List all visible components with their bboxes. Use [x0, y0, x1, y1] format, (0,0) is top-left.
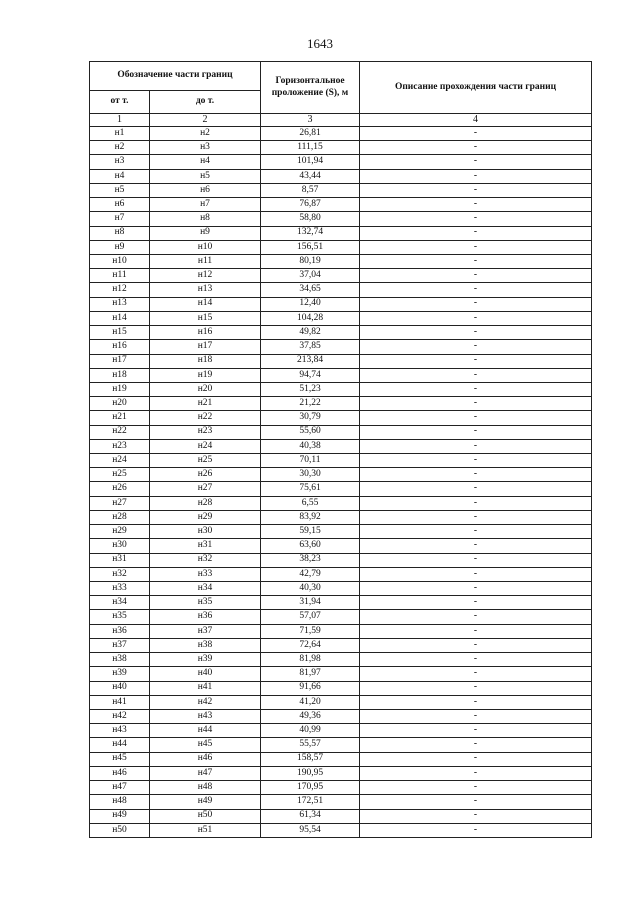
cell-to-point: н20 [150, 382, 261, 396]
cell-description: - [360, 326, 592, 340]
table-row [90, 240, 592, 254]
cell-distance: 76,87 [261, 198, 360, 212]
table-body [90, 127, 592, 838]
cell-distance: 71,59 [261, 624, 360, 638]
cell-description: - [360, 382, 592, 396]
cell-from-point: н42 [90, 709, 150, 723]
header-horizontal-distance: Горизонтальное проложение (S), м [261, 62, 360, 114]
cell-to-point: н6 [150, 183, 261, 197]
table-row [90, 382, 592, 396]
cell-to-point: н36 [150, 610, 261, 624]
table-row [90, 510, 592, 524]
cell-to-point: н30 [150, 525, 261, 539]
cell-to-point: н22 [150, 411, 261, 425]
table-row [90, 169, 592, 183]
cell-from-point: н44 [90, 738, 150, 752]
cell-description: - [360, 311, 592, 325]
cell-description: - [360, 624, 592, 638]
cell-to-point: н19 [150, 368, 261, 382]
cell-distance: 51,23 [261, 382, 360, 396]
cell-description: - [360, 709, 592, 723]
column-number-row [90, 114, 592, 127]
table-row [90, 738, 592, 752]
cell-distance: 40,99 [261, 724, 360, 738]
cell-distance: 95,54 [261, 823, 360, 837]
cell-description: - [360, 525, 592, 539]
cell-description: - [360, 340, 592, 354]
table-row [90, 582, 592, 596]
cell-from-point: н38 [90, 653, 150, 667]
cell-from-point: н31 [90, 553, 150, 567]
cell-description: - [360, 169, 592, 183]
cell-from-point: н32 [90, 567, 150, 581]
cell-from-point: н6 [90, 198, 150, 212]
cell-description: - [360, 638, 592, 652]
cell-description: - [360, 781, 592, 795]
table-row [90, 411, 592, 425]
cell-description: - [360, 653, 592, 667]
cell-from-point: н12 [90, 283, 150, 297]
column-number: 4 [360, 114, 592, 127]
cell-distance: 80,19 [261, 254, 360, 268]
cell-description: - [360, 254, 592, 268]
cell-distance: 55,60 [261, 425, 360, 439]
cell-to-point: н39 [150, 653, 261, 667]
cell-to-point: н38 [150, 638, 261, 652]
cell-description: - [360, 724, 592, 738]
cell-to-point: н11 [150, 254, 261, 268]
cell-to-point: н26 [150, 468, 261, 482]
cell-from-point: н23 [90, 439, 150, 453]
cell-to-point: н40 [150, 667, 261, 681]
cell-distance: 37,85 [261, 340, 360, 354]
table-row [90, 624, 592, 638]
cell-from-point: н41 [90, 695, 150, 709]
cell-from-point: н22 [90, 425, 150, 439]
table-row [90, 283, 592, 297]
cell-to-point: н48 [150, 781, 261, 795]
header-to-point: до т. [150, 91, 261, 114]
cell-distance: 37,04 [261, 269, 360, 283]
table-row [90, 127, 592, 141]
cell-distance: 38,23 [261, 553, 360, 567]
cell-to-point: н47 [150, 766, 261, 780]
cell-distance: 12,40 [261, 297, 360, 311]
header-boundary-part: Обозначение части границ [90, 62, 261, 91]
cell-to-point: н31 [150, 539, 261, 553]
cell-distance: 61,34 [261, 809, 360, 823]
cell-from-point: н26 [90, 482, 150, 496]
cell-description: - [360, 567, 592, 581]
cell-distance: 21,22 [261, 397, 360, 411]
cell-description: - [360, 155, 592, 169]
cell-description: - [360, 610, 592, 624]
cell-from-point: н14 [90, 311, 150, 325]
cell-to-point: н13 [150, 283, 261, 297]
cell-from-point: н1 [90, 127, 150, 141]
cell-distance: 42,79 [261, 567, 360, 581]
column-number: 1 [90, 114, 150, 127]
cell-distance: 101,94 [261, 155, 360, 169]
table-row [90, 297, 592, 311]
cell-to-point: н3 [150, 141, 261, 155]
cell-description: - [360, 809, 592, 823]
cell-from-point: н49 [90, 809, 150, 823]
cell-from-point: н50 [90, 823, 150, 837]
cell-distance: 30,79 [261, 411, 360, 425]
table-row [90, 226, 592, 240]
table-row [90, 781, 592, 795]
boundary-table [89, 61, 592, 838]
cell-to-point: н15 [150, 311, 261, 325]
cell-to-point: н24 [150, 439, 261, 453]
cell-from-point: н7 [90, 212, 150, 226]
table-row [90, 496, 592, 510]
cell-from-point: н9 [90, 240, 150, 254]
cell-to-point: н32 [150, 553, 261, 567]
cell-distance: 26,81 [261, 127, 360, 141]
cell-distance: 158,57 [261, 752, 360, 766]
table-header [90, 62, 592, 127]
cell-description: - [360, 681, 592, 695]
cell-description: - [360, 411, 592, 425]
cell-distance: 55,57 [261, 738, 360, 752]
column-number: 3 [261, 114, 360, 127]
cell-to-point: н7 [150, 198, 261, 212]
cell-to-point: н12 [150, 269, 261, 283]
table-row [90, 198, 592, 212]
cell-to-point: н4 [150, 155, 261, 169]
table-row [90, 525, 592, 539]
cell-description: - [360, 510, 592, 524]
cell-to-point: н46 [150, 752, 261, 766]
cell-to-point: н34 [150, 582, 261, 596]
table-row [90, 610, 592, 624]
cell-from-point: н13 [90, 297, 150, 311]
cell-from-point: н40 [90, 681, 150, 695]
cell-description: - [360, 354, 592, 368]
cell-from-point: н8 [90, 226, 150, 240]
cell-to-point: н50 [150, 809, 261, 823]
cell-to-point: н10 [150, 240, 261, 254]
table-row [90, 397, 592, 411]
cell-to-point: н42 [150, 695, 261, 709]
cell-distance: 170,95 [261, 781, 360, 795]
table-row [90, 596, 592, 610]
table-row [90, 212, 592, 226]
cell-to-point: н8 [150, 212, 261, 226]
table-row [90, 439, 592, 453]
cell-to-point: н23 [150, 425, 261, 439]
cell-from-point: н39 [90, 667, 150, 681]
cell-to-point: н44 [150, 724, 261, 738]
cell-to-point: н21 [150, 397, 261, 411]
cell-description: - [360, 582, 592, 596]
cell-description: - [360, 482, 592, 496]
table-row [90, 454, 592, 468]
table-row [90, 823, 592, 837]
cell-distance: 63,60 [261, 539, 360, 553]
cell-distance: 43,44 [261, 169, 360, 183]
cell-description: - [360, 439, 592, 453]
table-row [90, 766, 592, 780]
cell-from-point: н16 [90, 340, 150, 354]
cell-distance: 31,94 [261, 596, 360, 610]
cell-from-point: н48 [90, 795, 150, 809]
cell-from-point: н5 [90, 183, 150, 197]
cell-description: - [360, 468, 592, 482]
cell-distance: 57,07 [261, 610, 360, 624]
cell-description: - [360, 539, 592, 553]
table-row [90, 269, 592, 283]
table-row [90, 425, 592, 439]
cell-distance: 40,38 [261, 439, 360, 453]
cell-distance: 72,64 [261, 638, 360, 652]
cell-from-point: н34 [90, 596, 150, 610]
cell-distance: 6,55 [261, 496, 360, 510]
header-description: Описание прохождения части границ [360, 62, 592, 114]
cell-description: - [360, 226, 592, 240]
cell-from-point: н36 [90, 624, 150, 638]
cell-from-point: н35 [90, 610, 150, 624]
cell-distance: 30,30 [261, 468, 360, 482]
cell-from-point: н11 [90, 269, 150, 283]
table-row [90, 468, 592, 482]
cell-description: - [360, 454, 592, 468]
cell-description: - [360, 127, 592, 141]
cell-distance: 213,84 [261, 354, 360, 368]
cell-distance: 156,51 [261, 240, 360, 254]
table-row [90, 155, 592, 169]
cell-from-point: н27 [90, 496, 150, 510]
cell-distance: 75,61 [261, 482, 360, 496]
table-row [90, 482, 592, 496]
table-row [90, 326, 592, 340]
cell-to-point: н33 [150, 567, 261, 581]
cell-from-point: н24 [90, 454, 150, 468]
header-from-point: от т. [90, 91, 150, 114]
cell-from-point: н45 [90, 752, 150, 766]
cell-to-point: н16 [150, 326, 261, 340]
table-row [90, 254, 592, 268]
cell-description: - [360, 766, 592, 780]
cell-to-point: н29 [150, 510, 261, 524]
table-row [90, 567, 592, 581]
cell-description: - [360, 397, 592, 411]
cell-distance: 49,36 [261, 709, 360, 723]
cell-to-point: н41 [150, 681, 261, 695]
cell-description: - [360, 141, 592, 155]
cell-to-point: н51 [150, 823, 261, 837]
cell-from-point: н43 [90, 724, 150, 738]
cell-from-point: н29 [90, 525, 150, 539]
cell-distance: 172,51 [261, 795, 360, 809]
table-row [90, 539, 592, 553]
table-row [90, 724, 592, 738]
cell-distance: 190,95 [261, 766, 360, 780]
cell-distance: 104,28 [261, 311, 360, 325]
cell-distance: 70,11 [261, 454, 360, 468]
table-row [90, 695, 592, 709]
cell-distance: 40,30 [261, 582, 360, 596]
cell-distance: 49,82 [261, 326, 360, 340]
cell-to-point: н35 [150, 596, 261, 610]
table-row [90, 340, 592, 354]
cell-from-point: н47 [90, 781, 150, 795]
cell-to-point: н14 [150, 297, 261, 311]
table-row [90, 752, 592, 766]
cell-to-point: н45 [150, 738, 261, 752]
cell-distance: 41,20 [261, 695, 360, 709]
cell-to-point: н2 [150, 127, 261, 141]
cell-description: - [360, 738, 592, 752]
cell-distance: 59,15 [261, 525, 360, 539]
table-row [90, 795, 592, 809]
cell-from-point: н2 [90, 141, 150, 155]
table-row [90, 354, 592, 368]
cell-description: - [360, 425, 592, 439]
cell-to-point: н9 [150, 226, 261, 240]
cell-distance: 94,74 [261, 368, 360, 382]
cell-from-point: н37 [90, 638, 150, 652]
cell-description: - [360, 667, 592, 681]
cell-from-point: н46 [90, 766, 150, 780]
cell-to-point: н37 [150, 624, 261, 638]
cell-to-point: н18 [150, 354, 261, 368]
cell-from-point: н19 [90, 382, 150, 396]
cell-from-point: н10 [90, 254, 150, 268]
cell-to-point: н5 [150, 169, 261, 183]
cell-distance: 83,92 [261, 510, 360, 524]
cell-to-point: н28 [150, 496, 261, 510]
cell-description: - [360, 795, 592, 809]
cell-description: - [360, 496, 592, 510]
table-row [90, 183, 592, 197]
cell-to-point: н43 [150, 709, 261, 723]
cell-description: - [360, 553, 592, 567]
cell-description: - [360, 269, 592, 283]
column-number: 2 [150, 114, 261, 127]
cell-distance: 8,57 [261, 183, 360, 197]
cell-distance: 91,66 [261, 681, 360, 695]
cell-to-point: н49 [150, 795, 261, 809]
cell-from-point: н4 [90, 169, 150, 183]
cell-distance: 58,80 [261, 212, 360, 226]
cell-description: - [360, 368, 592, 382]
cell-distance: 81,98 [261, 653, 360, 667]
table-row [90, 311, 592, 325]
cell-description: - [360, 240, 592, 254]
cell-from-point: н21 [90, 411, 150, 425]
cell-to-point: н25 [150, 454, 261, 468]
table-row [90, 809, 592, 823]
cell-distance: 81,97 [261, 667, 360, 681]
cell-distance: 111,15 [261, 141, 360, 155]
cell-from-point: н33 [90, 582, 150, 596]
cell-description: - [360, 695, 592, 709]
table-row [90, 667, 592, 681]
cell-description: - [360, 283, 592, 297]
cell-from-point: н25 [90, 468, 150, 482]
cell-from-point: н3 [90, 155, 150, 169]
table-row [90, 653, 592, 667]
table-row [90, 709, 592, 723]
cell-to-point: н27 [150, 482, 261, 496]
table-row [90, 638, 592, 652]
cell-description: - [360, 183, 592, 197]
cell-from-point: н28 [90, 510, 150, 524]
table-row [90, 553, 592, 567]
table-row [90, 368, 592, 382]
table-row [90, 681, 592, 695]
cell-from-point: н15 [90, 326, 150, 340]
cell-description: - [360, 596, 592, 610]
cell-from-point: н30 [90, 539, 150, 553]
cell-distance: 132,74 [261, 226, 360, 240]
cell-description: - [360, 198, 592, 212]
cell-from-point: н17 [90, 354, 150, 368]
cell-description: - [360, 823, 592, 837]
cell-from-point: н18 [90, 368, 150, 382]
cell-description: - [360, 752, 592, 766]
cell-to-point: н17 [150, 340, 261, 354]
cell-description: - [360, 297, 592, 311]
cell-distance: 34,65 [261, 283, 360, 297]
cell-from-point: н20 [90, 397, 150, 411]
table-row [90, 141, 592, 155]
cell-description: - [360, 212, 592, 226]
page-number: 1643 [307, 36, 333, 51]
